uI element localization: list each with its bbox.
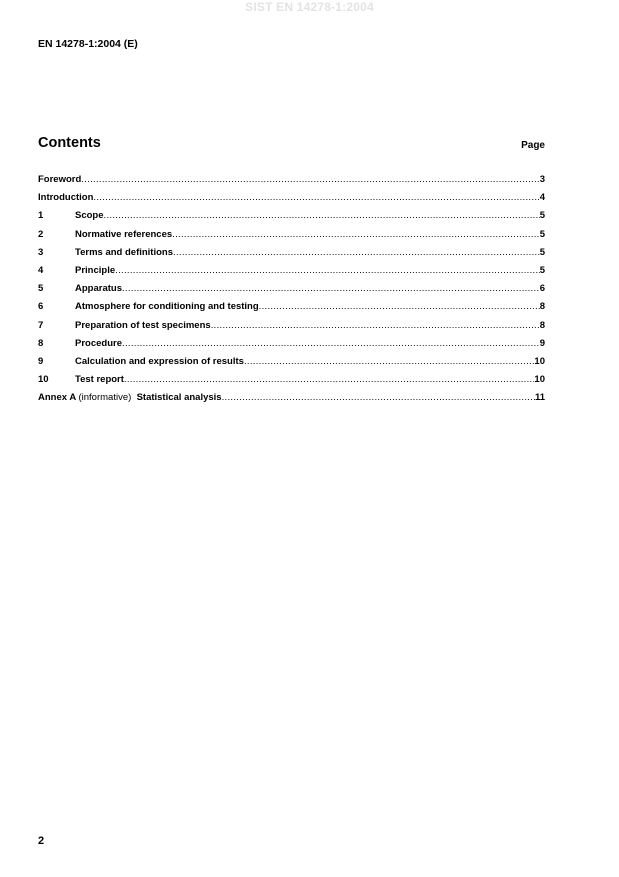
toc-entry-number: 1 <box>38 210 44 222</box>
toc-entry-page: 10 <box>534 355 545 367</box>
toc-entry-title: Scope <box>75 210 104 222</box>
toc-leader-dots <box>104 210 540 221</box>
toc-entry-page: 8 <box>539 319 545 331</box>
toc-entry-page: 8 <box>539 301 545 313</box>
toc-leader-dots <box>93 192 539 203</box>
toc-entry-page: 5 <box>539 246 545 258</box>
toc-leader-dots <box>172 229 540 240</box>
page-number: 2 <box>38 835 45 847</box>
toc-entry-principle[interactable] <box>38 265 545 283</box>
toc-entry-number: 10 <box>38 374 49 386</box>
toc-entry-normative-references[interactable] <box>38 229 545 247</box>
toc-entry-title: Normative references <box>75 228 173 240</box>
toc-leader-dots <box>122 283 540 294</box>
toc-leader-dots <box>81 174 539 185</box>
toc-entry-procedure[interactable] <box>38 338 545 356</box>
page-column-label: Page <box>521 140 545 151</box>
toc-entry-calculation[interactable] <box>38 356 545 374</box>
toc-entry-title: Preparation of test specimens <box>75 319 211 331</box>
toc-entry-page: 5 <box>539 228 545 240</box>
toc-entry-number: 6 <box>38 301 44 313</box>
toc-entry-scope[interactable] <box>38 210 545 228</box>
toc-leader-dots <box>122 338 540 349</box>
toc-entry-page: 6 <box>539 283 545 295</box>
toc-entry-title: Terms and definitions <box>75 246 174 258</box>
toc-entry-page: 11 <box>534 392 545 404</box>
watermark: SIST EN 14278-1:2004 <box>245 0 374 14</box>
toc-entry-page: 5 <box>539 264 545 276</box>
toc-entry-test-report[interactable] <box>38 374 545 392</box>
toc-entry-number: 4 <box>38 264 44 276</box>
toc-leader-dots <box>259 301 540 312</box>
toc-entry-page: 4 <box>539 192 545 204</box>
toc-leader-dots <box>211 320 540 331</box>
annex-note: (informative) <box>78 392 132 404</box>
toc-entry-title: Test report <box>75 374 124 386</box>
toc-entry-terms-and-definitions[interactable] <box>38 247 545 265</box>
toc-leader-dots <box>173 247 540 258</box>
toc-entry-introduction[interactable] <box>38 192 545 210</box>
toc-entry-number: 8 <box>38 337 44 349</box>
toc-leader-dots <box>115 265 540 276</box>
toc-entry-atmosphere[interactable] <box>38 301 545 319</box>
toc-entry-number: 9 <box>38 355 44 367</box>
toc-entry-foreword[interactable] <box>38 174 545 192</box>
toc-entry-number: 3 <box>38 246 44 258</box>
toc-entry-page: 9 <box>539 337 545 349</box>
toc-entry-number: 7 <box>38 319 44 331</box>
toc-entry-title: Calculation and expression of results <box>75 355 244 367</box>
annex-label: Annex A <box>38 392 76 404</box>
toc-entry-title: Foreword <box>38 174 82 185</box>
document-id-header: EN 14278-1:2004 (E) <box>38 38 138 50</box>
toc-entry-page: 10 <box>534 374 545 386</box>
toc-leader-dots <box>124 374 535 385</box>
table-of-contents <box>38 174 545 410</box>
toc-entry-title: Principle <box>75 264 116 276</box>
toc-entry-annex-a[interactable] <box>38 392 545 410</box>
toc-entry-apparatus[interactable] <box>38 283 545 301</box>
toc-entry-number: 2 <box>38 228 44 240</box>
toc-leader-dots <box>222 392 535 403</box>
toc-entry-page: 5 <box>539 210 545 222</box>
toc-entry-title: Procedure <box>75 337 122 349</box>
annex-title: Statistical analysis <box>136 392 222 404</box>
toc-entry-title: Atmosphere for conditioning and testing <box>75 301 259 313</box>
toc-leader-dots <box>244 356 534 367</box>
toc-entry-title <box>38 392 222 403</box>
toc-entry-preparation[interactable] <box>38 320 545 338</box>
contents-heading: Contents <box>38 135 101 151</box>
toc-entry-number: 5 <box>38 283 44 295</box>
toc-entry-page: 3 <box>539 174 545 185</box>
toc-entry-title: Introduction <box>38 192 94 204</box>
toc-entry-title: Apparatus <box>75 283 122 295</box>
